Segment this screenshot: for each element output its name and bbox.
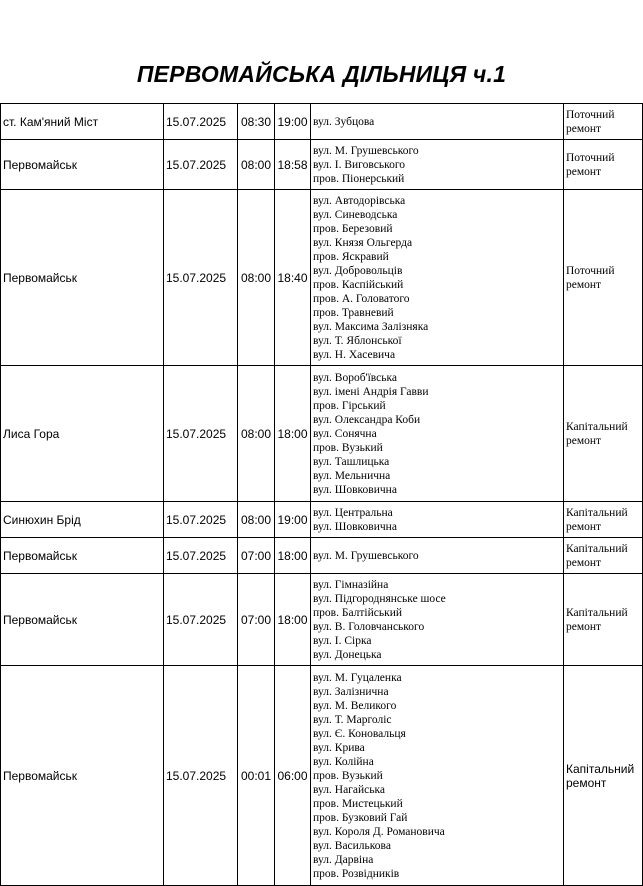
street-item: вул. Т. Яблонської [313,334,402,347]
settlement-cell: Синюхин Брід [1,502,164,538]
street-item: вул. Підгороднянське шосе [313,592,446,605]
end-time-cell: 18:00 [275,574,311,666]
street-item: вул. Нагайська [313,783,386,796]
end-time-cell: 18:00 [275,366,311,502]
work-type-cell [564,666,643,886]
street-item: вул. М. Грушевського [313,549,419,562]
end-time-cell: 19:00 [275,104,311,140]
street-item: вул. І. Сірка [313,634,372,647]
date-cell: 15.07.2025 [164,366,238,502]
streets-cell [311,366,564,502]
street-item: вул. Крива [313,741,365,754]
streets-cell [311,666,564,886]
start-time-cell: 08:00 [238,190,275,366]
start-time-cell: 08:30 [238,104,275,140]
date-cell: 15.07.2025 [164,104,238,140]
street-item: вул. Шовковична [313,483,397,496]
street-item: пров. Березовий [313,222,393,235]
street-item: вул. Синеводська [313,208,398,221]
street-item: пров. Мистецький [313,797,403,810]
street-item: вул. Шовковична [313,520,397,533]
street-item: вул. Гімназійна [313,578,389,591]
street-item: вул. Автодорівська [313,194,406,207]
end-time-cell: 18:58 [275,140,311,190]
start-time-cell: 08:00 [238,502,275,538]
street-item: пров. Вузький [313,441,383,454]
street-item: вул. М. Великого [313,699,397,712]
table-row [1,104,643,140]
street-item: вул. М. Гуцаленка [313,671,402,684]
start-time-cell: 08:00 [238,140,275,190]
date-cell: 15.07.2025 [164,538,238,574]
street-item: пров. А. Головатого [313,292,410,305]
work-type-cell [564,104,643,140]
streets-cell [311,574,564,666]
street-item: пров. Вузький [313,769,383,782]
date-cell: 15.07.2025 [164,502,238,538]
work-type-label: Поточний ремонт [566,108,615,135]
start-time-cell: 07:00 [238,538,275,574]
street-item: вул. Дарвіна [313,853,374,866]
street-item: вул. імені Андрія Гавви [313,385,429,398]
table-row [1,666,643,886]
street-item: вул. Ташлицька [313,455,390,468]
street-item: вул. Є. Коновальця [313,727,406,740]
streets-cell [311,104,564,140]
work-type-cell [564,538,643,574]
date-cell: 15.07.2025 [164,574,238,666]
table-row [1,574,643,666]
street-item: пров. Бузковий Гай [313,811,408,824]
streets-cell [311,502,564,538]
work-type-cell [564,140,643,190]
street-item: пров. Балтійський [313,606,403,619]
table-row [1,366,643,502]
street-item: вул. І. Виговського [313,158,405,171]
settlement-cell: Первомайськ [1,140,164,190]
table-row [1,140,643,190]
street-item: вул. Центральна [313,506,393,519]
date-cell: 15.07.2025 [164,666,238,886]
work-type-cell [564,190,643,366]
table-row [1,502,643,538]
start-time-cell: 08:00 [238,366,275,502]
work-type-label: Поточний ремонт [566,151,615,178]
street-item: пров. Травневий [313,306,394,319]
street-item: вул. Колійна [313,755,374,768]
work-type-label: Капітальний ремонт [566,420,628,447]
work-type-cell [564,502,643,538]
street-item: вул. Олександра Коби [313,413,421,426]
street-item: пров. Каспійський [313,278,404,291]
settlement-cell: Первомайськ [1,574,164,666]
start-time-cell: 07:00 [238,574,275,666]
settlement-cell: Лиса Гора [1,366,164,502]
street-item: вул. Максима Залізняка [313,320,429,333]
street-item: пров. Піонерський [313,172,405,185]
street-item: пров. Розвідників [313,867,400,880]
end-time-cell: 06:00 [275,666,311,886]
work-type-cell [564,366,643,502]
settlement-cell: Первомайськ [1,190,164,366]
work-type-label: Капітальний ремонт [566,506,628,533]
table-row [1,190,643,366]
start-time-cell: 00:01 [238,666,275,886]
street-item: вул. Зубцова [313,115,375,128]
street-item: вул. Добровольців [313,264,403,277]
end-time-cell: 18:40 [275,190,311,366]
work-type-label: Капітальний ремонт [566,542,628,569]
street-item: вул. В. Головчанського [313,620,425,633]
table-row [1,538,643,574]
street-item: вул. Залізнична [313,685,389,698]
date-cell: 15.07.2025 [164,190,238,366]
document-title: ПЕРВОМАЙСЬКА ДІЛЬНИЦЯ ч.1 [136,61,507,87]
streets-cell [311,538,564,574]
streets-cell [311,190,564,366]
work-type-cell [564,574,643,666]
settlement-cell: Первомайськ [1,666,164,886]
settlement-cell: Первомайськ [1,538,164,574]
street-item: вул. Сонячна [313,427,377,440]
street-item: вул. Мельнична [313,469,391,482]
street-item: вул. Донецька [313,648,382,661]
street-item: вул. Вороб'ївська [313,371,398,384]
street-item: вул. Князя Ольгерда [313,236,413,249]
date-cell: 15.07.2025 [164,140,238,190]
settlement-cell: ст. Кам'яний Міст [1,104,164,140]
street-item: вул. Н. Хасевича [313,348,396,361]
street-item: пров. Гірський [313,399,386,412]
work-type-label: Капітальний ремонт [566,606,628,633]
street-item: пров. Яскравий [313,250,389,263]
street-item: вул. М. Грушевського [313,144,419,157]
work-type-label: Капітальний ремонт [566,761,635,790]
street-item: вул. Короля Д. Романовича [313,825,445,838]
end-time-cell: 18:00 [275,538,311,574]
work-type-label: Поточний ремонт [566,264,615,291]
end-time-cell: 19:00 [275,502,311,538]
schedule-table [0,103,643,886]
street-item: вул. Василькова [313,839,391,852]
streets-cell [311,140,564,190]
street-item: вул. Т. Марголіс [313,713,392,726]
